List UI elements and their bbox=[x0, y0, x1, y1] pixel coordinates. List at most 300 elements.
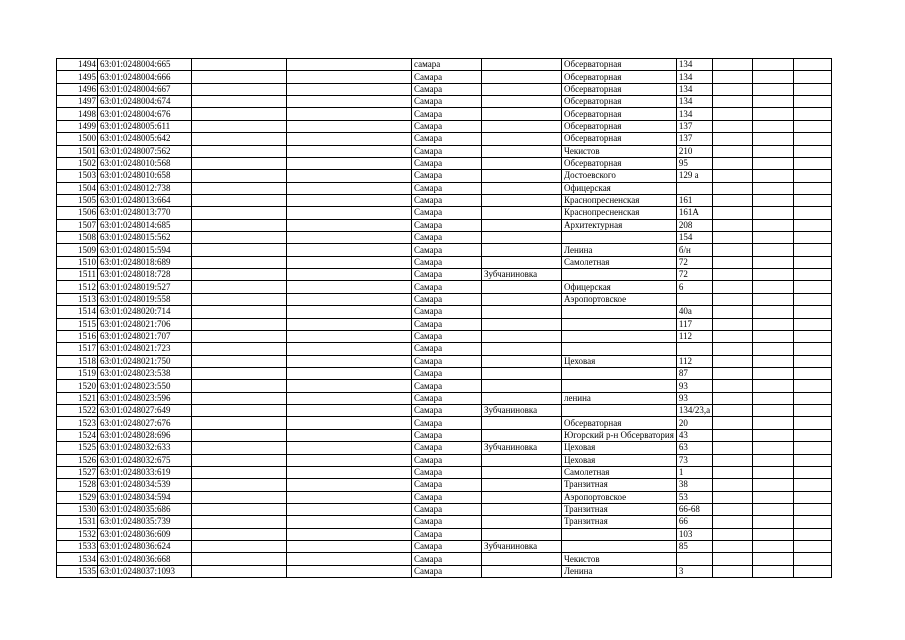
row-number-cell: 1530 bbox=[57, 503, 98, 515]
empty-cell bbox=[794, 405, 832, 417]
city-cell: Самара bbox=[412, 293, 482, 305]
locality-cell bbox=[482, 133, 562, 145]
street-cell: Аэропортовское bbox=[562, 293, 677, 305]
house-number-cell: 43 bbox=[676, 429, 712, 441]
cadastral-number-cell: 63:01:0248015:594 bbox=[98, 244, 192, 256]
row-number-cell: 1522 bbox=[57, 405, 98, 417]
street-cell: Самолетная bbox=[562, 466, 677, 478]
table-row bbox=[57, 516, 832, 528]
locality-cell bbox=[482, 355, 562, 367]
empty-cell bbox=[287, 219, 412, 231]
row-number-cell: 1511 bbox=[57, 269, 98, 281]
table-row bbox=[57, 120, 832, 132]
city-cell: Самара bbox=[412, 133, 482, 145]
empty-cell bbox=[794, 244, 832, 256]
empty-cell bbox=[713, 120, 753, 132]
house-number-cell: 53 bbox=[676, 491, 712, 503]
empty-cell bbox=[192, 157, 287, 169]
empty-cell bbox=[192, 83, 287, 95]
street-cell bbox=[562, 330, 677, 342]
locality-cell bbox=[482, 83, 562, 95]
street-cell: Обсерваторная bbox=[562, 157, 677, 169]
table-row bbox=[57, 318, 832, 330]
cadastral-number-cell: 63:01:0248004:666 bbox=[98, 71, 192, 83]
street-cell: Чекистов bbox=[562, 553, 677, 565]
table-row bbox=[57, 417, 832, 429]
city-cell: самара bbox=[412, 59, 482, 71]
empty-cell bbox=[713, 454, 753, 466]
empty-cell bbox=[192, 145, 287, 157]
street-cell bbox=[562, 380, 677, 392]
table-row bbox=[57, 565, 832, 577]
empty-cell bbox=[713, 157, 753, 169]
empty-cell bbox=[794, 71, 832, 83]
empty-cell bbox=[713, 170, 753, 182]
empty-cell bbox=[713, 219, 753, 231]
locality-cell bbox=[482, 194, 562, 206]
empty-cell bbox=[192, 355, 287, 367]
table-row bbox=[57, 83, 832, 95]
empty-cell bbox=[794, 503, 832, 515]
house-number-cell: 63 bbox=[676, 442, 712, 454]
street-cell bbox=[562, 318, 677, 330]
empty-cell bbox=[753, 194, 794, 206]
street-cell: Обсерваторная bbox=[562, 71, 677, 83]
cadastral-number-cell: 63:01:0248021:706 bbox=[98, 318, 192, 330]
street-cell: Цеховая bbox=[562, 442, 677, 454]
locality-cell bbox=[482, 59, 562, 71]
empty-cell bbox=[794, 330, 832, 342]
locality-cell bbox=[482, 503, 562, 515]
locality-cell bbox=[482, 528, 562, 540]
house-number-cell: 66-68 bbox=[676, 503, 712, 515]
cadastral-number-cell: 63:01:0248015:562 bbox=[98, 232, 192, 244]
row-number-cell: 1528 bbox=[57, 479, 98, 491]
empty-cell bbox=[713, 96, 753, 108]
city-cell: Самара bbox=[412, 145, 482, 157]
empty-cell bbox=[753, 269, 794, 281]
empty-cell bbox=[794, 170, 832, 182]
empty-cell bbox=[287, 182, 412, 194]
cadastral-number-cell: 63:01:0248004:674 bbox=[98, 96, 192, 108]
table-row bbox=[57, 355, 832, 367]
table-row bbox=[57, 541, 832, 553]
city-cell: Самара bbox=[412, 466, 482, 478]
empty-cell bbox=[713, 108, 753, 120]
empty-cell bbox=[794, 343, 832, 355]
house-number-cell: 87 bbox=[676, 367, 712, 379]
empty-cell bbox=[794, 516, 832, 528]
empty-cell bbox=[713, 244, 753, 256]
empty-cell bbox=[192, 466, 287, 478]
house-number-cell: б/н bbox=[676, 244, 712, 256]
row-number-cell: 1513 bbox=[57, 293, 98, 305]
table-body bbox=[57, 59, 832, 578]
cadastral-number-cell: 63:01:0248033:619 bbox=[98, 466, 192, 478]
street-cell: Чекистов bbox=[562, 145, 677, 157]
city-cell: Самара bbox=[412, 343, 482, 355]
empty-cell bbox=[287, 194, 412, 206]
empty-cell bbox=[287, 318, 412, 330]
cadastral-number-cell: 63:01:0248013:664 bbox=[98, 194, 192, 206]
house-number-cell: 137 bbox=[676, 120, 712, 132]
empty-cell bbox=[753, 120, 794, 132]
house-number-cell: 1 bbox=[676, 466, 712, 478]
empty-cell bbox=[794, 256, 832, 268]
empty-cell bbox=[753, 479, 794, 491]
empty-cell bbox=[287, 565, 412, 577]
row-number-cell: 1525 bbox=[57, 442, 98, 454]
empty-cell bbox=[753, 454, 794, 466]
row-number-cell: 1494 bbox=[57, 59, 98, 71]
city-cell: Самара bbox=[412, 232, 482, 244]
table-row bbox=[57, 491, 832, 503]
street-cell: Офицерская bbox=[562, 281, 677, 293]
street-cell bbox=[562, 306, 677, 318]
cadastral-number-cell: 63:01:0248036:668 bbox=[98, 553, 192, 565]
empty-cell bbox=[287, 528, 412, 540]
house-number-cell: 210 bbox=[676, 145, 712, 157]
empty-cell bbox=[794, 479, 832, 491]
row-number-cell: 1524 bbox=[57, 429, 98, 441]
house-number-cell: 112 bbox=[676, 330, 712, 342]
empty-cell bbox=[753, 516, 794, 528]
house-number-cell: 20 bbox=[676, 417, 712, 429]
empty-cell bbox=[794, 466, 832, 478]
empty-cell bbox=[753, 318, 794, 330]
locality-cell bbox=[482, 516, 562, 528]
empty-cell bbox=[794, 528, 832, 540]
row-number-cell: 1521 bbox=[57, 392, 98, 404]
empty-cell bbox=[753, 96, 794, 108]
house-number-cell: 66 bbox=[676, 516, 712, 528]
empty-cell bbox=[753, 503, 794, 515]
street-cell: Краснопресненская bbox=[562, 194, 677, 206]
empty-cell bbox=[753, 244, 794, 256]
empty-cell bbox=[753, 256, 794, 268]
row-number-cell: 1517 bbox=[57, 343, 98, 355]
street-cell: Обсерваторная bbox=[562, 417, 677, 429]
street-cell: Цеховая bbox=[562, 454, 677, 466]
empty-cell bbox=[753, 553, 794, 565]
cadastral-number-cell: 63:01:0248021:750 bbox=[98, 355, 192, 367]
house-number-cell: 134 bbox=[676, 96, 712, 108]
locality-cell bbox=[482, 330, 562, 342]
empty-cell bbox=[713, 429, 753, 441]
empty-cell bbox=[794, 83, 832, 95]
street-cell: Самолетная bbox=[562, 256, 677, 268]
cadastral-number-cell: 63:01:0248021:723 bbox=[98, 343, 192, 355]
empty-cell bbox=[713, 466, 753, 478]
empty-cell bbox=[713, 182, 753, 194]
empty-cell bbox=[794, 281, 832, 293]
table-row bbox=[57, 528, 832, 540]
row-number-cell: 1509 bbox=[57, 244, 98, 256]
empty-cell bbox=[753, 71, 794, 83]
row-number-cell: 1498 bbox=[57, 108, 98, 120]
cadastral-number-cell: 63:01:0248004:665 bbox=[98, 59, 192, 71]
city-cell: Самара bbox=[412, 553, 482, 565]
locality-cell: Зубчаниновка bbox=[482, 405, 562, 417]
house-number-cell: 6 bbox=[676, 281, 712, 293]
empty-cell bbox=[753, 417, 794, 429]
table-row bbox=[57, 306, 832, 318]
street-cell bbox=[562, 528, 677, 540]
table-row bbox=[57, 454, 832, 466]
house-number-cell: 161А bbox=[676, 207, 712, 219]
city-cell: Самара bbox=[412, 120, 482, 132]
row-number-cell: 1520 bbox=[57, 380, 98, 392]
empty-cell bbox=[794, 133, 832, 145]
table-row bbox=[57, 133, 832, 145]
street-cell: Транзитная bbox=[562, 516, 677, 528]
city-cell: Самара bbox=[412, 541, 482, 553]
locality-cell bbox=[482, 108, 562, 120]
street-cell: Ленина bbox=[562, 244, 677, 256]
empty-cell bbox=[287, 503, 412, 515]
row-number-cell: 1503 bbox=[57, 170, 98, 182]
empty-cell bbox=[794, 59, 832, 71]
city-cell: Самара bbox=[412, 157, 482, 169]
table-row bbox=[57, 405, 832, 417]
empty-cell bbox=[287, 392, 412, 404]
street-cell: Цеховая bbox=[562, 355, 677, 367]
empty-cell bbox=[794, 429, 832, 441]
cadastral-number-cell: 63:01:0248012:738 bbox=[98, 182, 192, 194]
empty-cell bbox=[753, 157, 794, 169]
cadastral-number-cell: 63:01:0248010:658 bbox=[98, 170, 192, 182]
city-cell: Самара bbox=[412, 516, 482, 528]
empty-cell bbox=[287, 405, 412, 417]
house-number-cell: 129 а bbox=[676, 170, 712, 182]
street-cell: Ленина bbox=[562, 565, 677, 577]
table-row bbox=[57, 553, 832, 565]
row-number-cell: 1496 bbox=[57, 83, 98, 95]
locality-cell bbox=[482, 71, 562, 83]
empty-cell bbox=[794, 120, 832, 132]
street-cell bbox=[562, 367, 677, 379]
table-row bbox=[57, 244, 832, 256]
empty-cell bbox=[753, 429, 794, 441]
empty-cell bbox=[713, 306, 753, 318]
empty-cell bbox=[713, 133, 753, 145]
row-number-cell: 1499 bbox=[57, 120, 98, 132]
house-number-cell bbox=[676, 182, 712, 194]
empty-cell bbox=[287, 479, 412, 491]
table-row bbox=[57, 145, 832, 157]
empty-cell bbox=[753, 108, 794, 120]
row-number-cell: 1510 bbox=[57, 256, 98, 268]
empty-cell bbox=[192, 59, 287, 71]
empty-cell bbox=[713, 83, 753, 95]
empty-cell bbox=[287, 293, 412, 305]
locality-cell bbox=[482, 343, 562, 355]
locality-cell bbox=[482, 244, 562, 256]
empty-cell bbox=[794, 318, 832, 330]
empty-cell bbox=[753, 541, 794, 553]
cadastral-number-cell: 63:01:0248019:558 bbox=[98, 293, 192, 305]
city-cell: Самара bbox=[412, 330, 482, 342]
house-number-cell: 93 bbox=[676, 380, 712, 392]
empty-cell bbox=[753, 405, 794, 417]
table-row bbox=[57, 330, 832, 342]
cadastral-number-cell: 63:01:0248023:596 bbox=[98, 392, 192, 404]
empty-cell bbox=[794, 232, 832, 244]
empty-cell bbox=[287, 380, 412, 392]
house-number-cell: 208 bbox=[676, 219, 712, 231]
city-cell: Самара bbox=[412, 207, 482, 219]
empty-cell bbox=[192, 491, 287, 503]
row-number-cell: 1526 bbox=[57, 454, 98, 466]
city-cell: Самара bbox=[412, 417, 482, 429]
table-row bbox=[57, 466, 832, 478]
empty-cell bbox=[713, 232, 753, 244]
street-cell: Обсерваторная bbox=[562, 108, 677, 120]
locality-cell bbox=[482, 367, 562, 379]
empty-cell bbox=[192, 442, 287, 454]
empty-cell bbox=[713, 405, 753, 417]
cadastral-number-cell: 63:01:0248035:686 bbox=[98, 503, 192, 515]
empty-cell bbox=[794, 442, 832, 454]
house-number-cell: 154 bbox=[676, 232, 712, 244]
empty-cell bbox=[713, 330, 753, 342]
empty-cell bbox=[713, 355, 753, 367]
street-cell bbox=[562, 232, 677, 244]
house-number-cell: 103 bbox=[676, 528, 712, 540]
empty-cell bbox=[287, 454, 412, 466]
house-number-cell: 3 bbox=[676, 565, 712, 577]
empty-cell bbox=[192, 405, 287, 417]
table-row bbox=[57, 108, 832, 120]
street-cell: ленина bbox=[562, 392, 677, 404]
cadastral-number-cell: 63:01:0248034:539 bbox=[98, 479, 192, 491]
empty-cell bbox=[713, 380, 753, 392]
cadastral-number-cell: 63:01:0248020:714 bbox=[98, 306, 192, 318]
empty-cell bbox=[794, 145, 832, 157]
table-row bbox=[57, 269, 832, 281]
empty-cell bbox=[287, 417, 412, 429]
empty-cell bbox=[753, 281, 794, 293]
empty-cell bbox=[192, 417, 287, 429]
empty-cell bbox=[794, 157, 832, 169]
table-row bbox=[57, 343, 832, 355]
empty-cell bbox=[713, 367, 753, 379]
empty-cell bbox=[753, 442, 794, 454]
empty-cell bbox=[192, 133, 287, 145]
empty-cell bbox=[287, 541, 412, 553]
empty-cell bbox=[192, 306, 287, 318]
empty-cell bbox=[794, 293, 832, 305]
empty-cell bbox=[192, 207, 287, 219]
locality-cell bbox=[482, 145, 562, 157]
empty-cell bbox=[192, 96, 287, 108]
locality-cell: Зубчаниновка bbox=[482, 269, 562, 281]
empty-cell bbox=[287, 207, 412, 219]
empty-cell bbox=[753, 491, 794, 503]
empty-cell bbox=[753, 392, 794, 404]
empty-cell bbox=[753, 207, 794, 219]
empty-cell bbox=[713, 553, 753, 565]
empty-cell bbox=[794, 355, 832, 367]
locality-cell bbox=[482, 207, 562, 219]
empty-cell bbox=[713, 479, 753, 491]
locality-cell bbox=[482, 491, 562, 503]
row-number-cell: 1505 bbox=[57, 194, 98, 206]
empty-cell bbox=[287, 83, 412, 95]
empty-cell bbox=[192, 281, 287, 293]
empty-cell bbox=[713, 145, 753, 157]
row-number-cell: 1519 bbox=[57, 367, 98, 379]
empty-cell bbox=[192, 318, 287, 330]
cadastral-number-cell: 63:01:0248013:770 bbox=[98, 207, 192, 219]
empty-cell bbox=[192, 454, 287, 466]
house-number-cell: 134 bbox=[676, 59, 712, 71]
cadastral-number-cell: 63:01:0248027:676 bbox=[98, 417, 192, 429]
empty-cell bbox=[287, 157, 412, 169]
empty-cell bbox=[287, 466, 412, 478]
house-number-cell: 40а bbox=[676, 306, 712, 318]
house-number-cell: 112 bbox=[676, 355, 712, 367]
empty-cell bbox=[753, 145, 794, 157]
cadastral-number-cell: 63:01:0248004:676 bbox=[98, 108, 192, 120]
house-number-cell: 73 bbox=[676, 454, 712, 466]
empty-cell bbox=[753, 83, 794, 95]
empty-cell bbox=[794, 392, 832, 404]
empty-cell bbox=[192, 244, 287, 256]
data-table bbox=[56, 58, 832, 578]
cadastral-number-cell: 63:01:0248004:667 bbox=[98, 83, 192, 95]
cadastral-number-cell: 63:01:0248037:1093 bbox=[98, 565, 192, 577]
cadastral-number-cell: 63:01:0248007:562 bbox=[98, 145, 192, 157]
empty-cell bbox=[192, 170, 287, 182]
table-row bbox=[57, 392, 832, 404]
empty-cell bbox=[794, 541, 832, 553]
row-number-cell: 1502 bbox=[57, 157, 98, 169]
row-number-cell: 1527 bbox=[57, 466, 98, 478]
cadastral-number-cell: 63:01:0248018:728 bbox=[98, 269, 192, 281]
locality-cell: Зубчаниновка bbox=[482, 541, 562, 553]
empty-cell bbox=[713, 318, 753, 330]
table-row bbox=[57, 232, 832, 244]
row-number-cell: 1518 bbox=[57, 355, 98, 367]
locality-cell bbox=[482, 380, 562, 392]
empty-cell bbox=[713, 207, 753, 219]
cadastral-number-cell: 63:01:0248023:550 bbox=[98, 380, 192, 392]
city-cell: Самара bbox=[412, 528, 482, 540]
cadastral-number-cell: 63:01:0248014:685 bbox=[98, 219, 192, 231]
city-cell: Самара bbox=[412, 170, 482, 182]
empty-cell bbox=[794, 565, 832, 577]
city-cell: Самара bbox=[412, 503, 482, 515]
house-number-cell: 72 bbox=[676, 269, 712, 281]
city-cell: Самара bbox=[412, 318, 482, 330]
table-row bbox=[57, 503, 832, 515]
row-number-cell: 1497 bbox=[57, 96, 98, 108]
table-row bbox=[57, 479, 832, 491]
row-number-cell: 1529 bbox=[57, 491, 98, 503]
city-cell: Самара bbox=[412, 269, 482, 281]
street-cell: Офицерская bbox=[562, 182, 677, 194]
cadastral-number-cell: 63:01:0248021:707 bbox=[98, 330, 192, 342]
empty-cell bbox=[287, 145, 412, 157]
empty-cell bbox=[287, 71, 412, 83]
house-number-cell: 72 bbox=[676, 256, 712, 268]
table-row bbox=[57, 59, 832, 71]
empty-cell bbox=[713, 565, 753, 577]
empty-cell bbox=[192, 541, 287, 553]
cadastral-number-cell: 63:01:0248018:689 bbox=[98, 256, 192, 268]
empty-cell bbox=[192, 269, 287, 281]
